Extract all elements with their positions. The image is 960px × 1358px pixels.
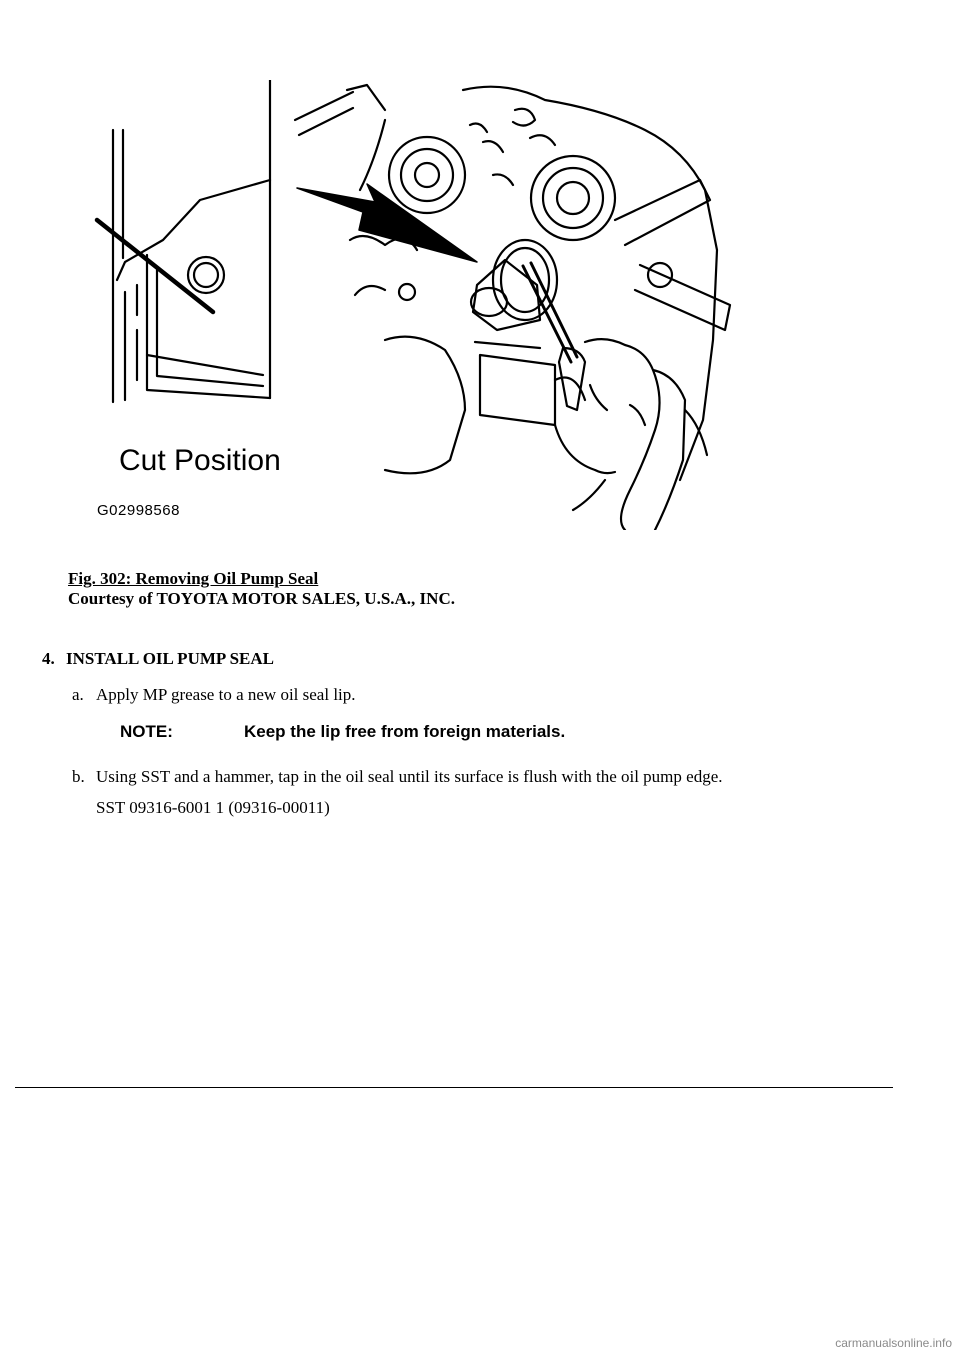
figure-title: Fig. 302: Removing Oil Pump Seal	[68, 569, 319, 588]
substep-b	[72, 767, 723, 787]
figure-code: G02998568	[97, 502, 180, 519]
substep-text: Apply MP grease to a new oil seal lip.	[96, 685, 356, 704]
note-box	[120, 722, 565, 742]
step-title: INSTALL OIL PUMP SEAL	[66, 649, 274, 668]
substep-letter: b.	[72, 767, 85, 786]
substep-a	[72, 685, 356, 705]
cut-position-label: Cut Position	[119, 444, 281, 477]
cut-position-inset	[97, 80, 270, 402]
figure-courtesy: Courtesy of TOYOTA MOTOR SALES, U.S.A., INC.	[68, 589, 455, 608]
note-label: NOTE:	[120, 722, 173, 741]
oil-pump-seal-illustration	[85, 80, 735, 530]
sst-number: SST 09316-6001 1 (09316-00011)	[96, 798, 330, 817]
figure-caption	[68, 569, 455, 609]
page-divider	[15, 1087, 893, 1088]
step-number: 4.	[42, 649, 55, 668]
watermark: carmanualsonline.info	[835, 1336, 952, 1350]
substep-letter: a.	[72, 685, 84, 704]
engine-front-drawing	[295, 85, 730, 530]
note-text: Keep the lip free from foreign materials.	[244, 722, 566, 741]
arrow-icon	[297, 184, 477, 262]
step-heading	[42, 649, 274, 669]
substep-text: Using SST and a hammer, tap in the oil seal until its surface is flush with the oil pump edge.	[96, 767, 723, 786]
